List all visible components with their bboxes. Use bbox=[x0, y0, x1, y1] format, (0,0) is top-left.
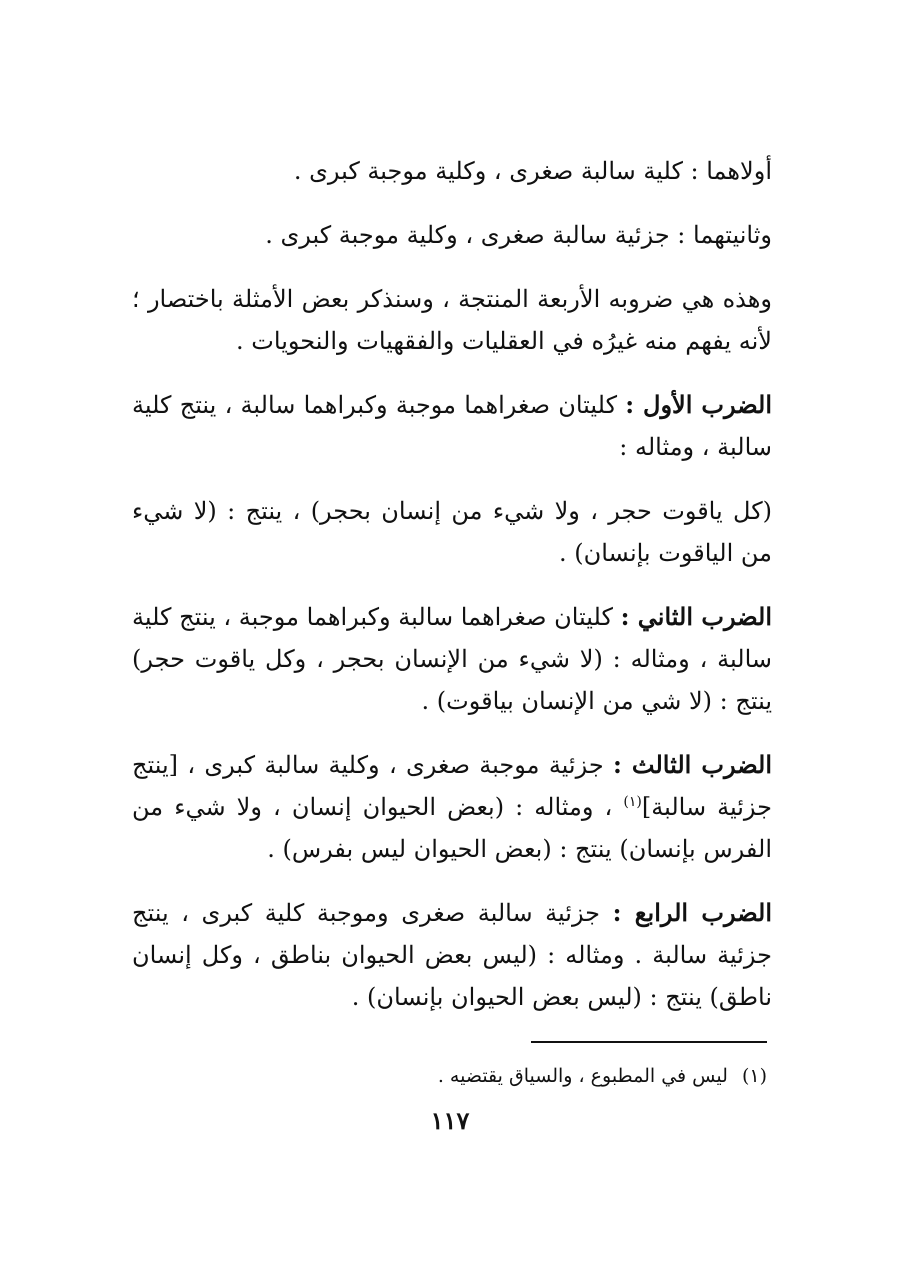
paragraph-5: (كل ياقوت حجر ، ولا شيء من إنسان بحجر) ، ينتج : (لا شيء من الياقوت بإنسان) . bbox=[132, 497, 772, 567]
page-number: ١١٧ bbox=[430, 1106, 470, 1135]
body-text bbox=[132, 150, 772, 1040]
paragraph-8 bbox=[132, 892, 772, 1018]
footnote bbox=[367, 1062, 767, 1090]
section-heading-third: الضرب الثالث : bbox=[613, 750, 772, 779]
footnote-divider bbox=[531, 1041, 767, 1043]
paragraph-6-text: كليتان صغراهما سالبة وكبراهما موجبة ، ينتج كلية سالبة ، ومثاله : (لا شيء من الإنسان بحجر ، وكل ياقوت حجر) ينتج : (لا شي من الإنسان بياقوت) . bbox=[132, 603, 772, 715]
section-heading-second: الضرب الثاني : bbox=[620, 602, 772, 631]
paragraph-7 bbox=[132, 744, 772, 870]
footnote-reference: (١) bbox=[623, 794, 642, 810]
paragraph-8-text: جزئية سالبة صغرى وموجبة كلية كبرى ، ينتج جزئية سالبة . ومثاله : (ليس بعض الحيوان بناطق ، وكل إنسان ناطق) ينتج : (ليس بعض الحيوان بإنسان) . bbox=[132, 899, 772, 1011]
paragraph-7-text-b: ، ومثاله : (بعض الحيوان إنسان ، ولا شيء من الفرس بإنسان) ينتج : (بعض الحيوان ليس بفرس) . bbox=[132, 793, 772, 863]
section-heading-fourth: الضرب الرابع : bbox=[612, 898, 773, 927]
paragraph-2: وثانيتهما : جزئية سالبة صغرى ، وكلية موجبة كبرى . bbox=[265, 221, 772, 249]
section-heading-first: الضرب الأول : bbox=[625, 390, 772, 419]
footnote-number: (١) bbox=[741, 1065, 767, 1087]
footnote-text: ليس في المطبوع ، والسياق يقتضيه . bbox=[437, 1065, 728, 1087]
paragraph-6 bbox=[132, 596, 772, 722]
paragraph-1: أولاهما : كلية سالبة صغرى ، وكلية موجبة كبرى . bbox=[293, 157, 772, 185]
paragraph-4 bbox=[132, 384, 772, 468]
paragraph-7-text-a: جزئية موجبة صغرى ، وكلية سالبة كبرى ، [ينتج جزئية سالبة] bbox=[132, 751, 773, 821]
paragraph-3: وهذه هي ضروبه الأربعة المنتجة ، وسنذكر بعض الأمثلة باختصار ؛ لأنه يفهم منه غيرُه في العقليات والفقهيات والنحويات . bbox=[132, 285, 772, 355]
paragraph-4-text: كليتان صغراهما موجبة وكبراهما سالبة ، ينتج كلية سالبة ، ومثاله : bbox=[132, 391, 772, 461]
